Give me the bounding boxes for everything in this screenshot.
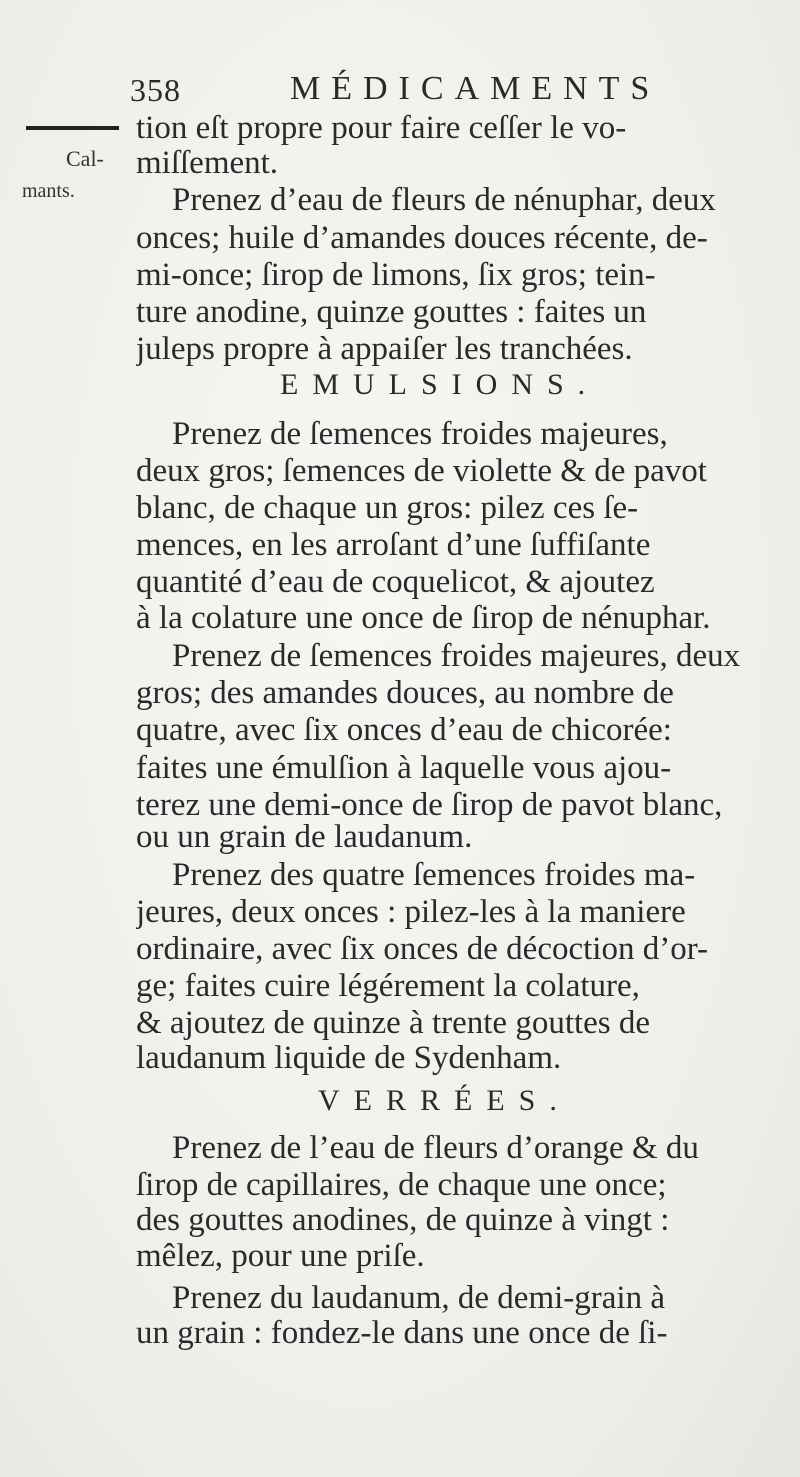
text-line: laudanum liquide de Sydenham. xyxy=(136,1040,562,1076)
text-line: ou un grain de laudanum. xyxy=(136,819,473,855)
text-line: onces; huile d’amandes douces récente, de- xyxy=(136,220,708,256)
margin-note-line2: mants. xyxy=(22,180,75,202)
text-line: miſſement. xyxy=(136,145,279,181)
text-line: blanc, de chaque un gros: pilez ces ſe- xyxy=(136,490,639,526)
text-line: ſirop de capillaires, de chaque une once; xyxy=(136,1167,667,1203)
text-line: mi-once; ſirop de limons, ſix gros; tein- xyxy=(136,257,656,293)
text-line: ordinaire, avec ſix onces de décoction d’or- xyxy=(136,931,709,967)
text-line: jeures, deux onces : pilez-les à la maniere xyxy=(136,894,686,930)
text-line: & ajoutez de quinze à trente gouttes de xyxy=(136,1005,651,1041)
text-line: ture anodine, quinze gouttes : faites un xyxy=(136,294,647,330)
text-line: Prenez des quatre ſemences froides ma- xyxy=(172,857,696,893)
text-line: des gouttes anodines, de quinze à vingt : xyxy=(136,1202,670,1238)
running-head: MÉDICAMENTS xyxy=(290,70,661,107)
text-line: Prenez du laudanum, de demi-grain à xyxy=(172,1280,665,1316)
text-line: Prenez d’eau de fleurs de nénuphar, deux xyxy=(172,182,716,218)
text-line: gros; des amandes douces, au nombre de xyxy=(136,675,674,711)
margin-rule xyxy=(26,126,119,130)
text-line: Prenez de l’eau de fleurs d’orange & du xyxy=(172,1130,699,1166)
page-number: 358 xyxy=(130,72,181,108)
text-line: tion eſt propre pour faire ceſſer le vo- xyxy=(136,110,627,146)
text-line: quantité d’eau de coquelicot, & ajoutez xyxy=(136,564,655,600)
text-line: quatre, avec ſix onces d’eau de chicorée: xyxy=(136,712,672,748)
text-line: mences, en les arroſant d’une ſuffiſante xyxy=(136,527,651,563)
text-line: à la colature une once de ſirop de nénuphar. xyxy=(136,600,711,636)
text-line: terez une demi-once de ſirop de pavot blanc, xyxy=(136,787,723,823)
text-line: mêlez, pour une priſe. xyxy=(136,1238,425,1274)
margin-note-line1: Cal- xyxy=(66,146,104,171)
text-line: un grain : fondez-le dans une once de ſi- xyxy=(136,1315,668,1351)
section-heading: VERRÉES. xyxy=(318,1084,571,1117)
text-line: Prenez de ſemences froides majeures, xyxy=(172,416,668,452)
text-line: deux gros; ſemences de violette & de pavot xyxy=(136,453,707,489)
text-line: faites une émulſion à laquelle vous ajou- xyxy=(136,750,672,786)
section-heading: EMULSIONS. xyxy=(280,368,600,401)
page-header xyxy=(128,66,688,106)
text-line: juleps propre à appaiſer les tranchées. xyxy=(136,331,633,367)
text-line: Prenez de ſemences froides majeures, deux xyxy=(172,638,741,674)
text-line: ge; faites cuire légérement la colature, xyxy=(136,968,640,1004)
